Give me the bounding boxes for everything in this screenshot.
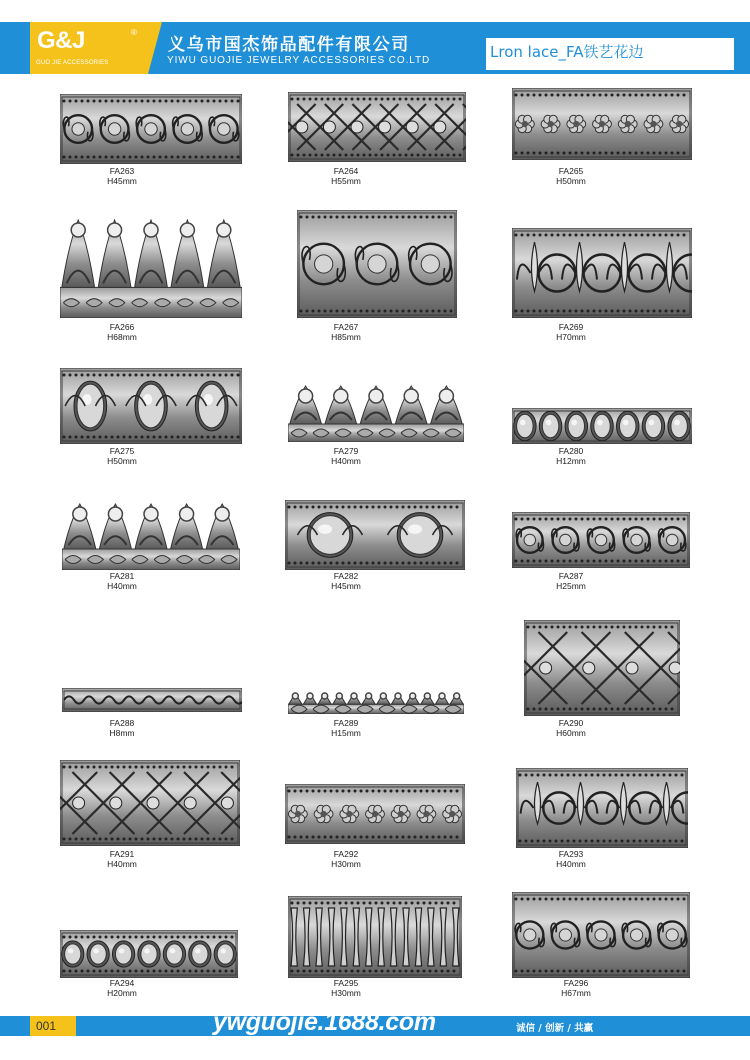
registered-mark: ® bbox=[131, 28, 137, 37]
product-caption bbox=[511, 718, 631, 738]
company-name-en: YIWU GUOJIE JEWELRY ACCESSORIES CO.LTD bbox=[167, 55, 431, 66]
product-height: H85mm bbox=[331, 332, 361, 342]
product-image-fa269 bbox=[512, 228, 692, 318]
product-caption bbox=[62, 322, 182, 342]
product-caption bbox=[511, 446, 631, 466]
product-image-fa295 bbox=[288, 896, 462, 978]
product-image-fa282 bbox=[285, 500, 465, 570]
logo-text: G&J bbox=[37, 27, 85, 54]
product-height: H8mm bbox=[109, 728, 135, 738]
logo-notch bbox=[148, 22, 162, 74]
product-image-fa281 bbox=[62, 500, 240, 570]
product-code: FA269 bbox=[558, 322, 584, 332]
product-code: FA295 bbox=[333, 978, 359, 988]
product-height: H40mm bbox=[331, 456, 361, 466]
product-caption bbox=[62, 571, 182, 591]
product-code: FA288 bbox=[109, 718, 135, 728]
product-caption bbox=[286, 322, 406, 342]
product-code: FA266 bbox=[109, 322, 135, 332]
product-image-fa263 bbox=[60, 94, 242, 164]
logo-subtitle: GUO JIE ACCESSORIES bbox=[36, 60, 109, 66]
product-height: H70mm bbox=[556, 332, 586, 342]
product-code: FA279 bbox=[333, 446, 359, 456]
product-height: H40mm bbox=[107, 859, 137, 869]
product-height: H30mm bbox=[331, 988, 361, 998]
product-caption bbox=[62, 166, 182, 186]
product-height: H50mm bbox=[556, 176, 586, 186]
product-caption bbox=[511, 571, 631, 591]
product-caption bbox=[511, 166, 631, 186]
brand-logo bbox=[30, 22, 148, 74]
product-image-fa289 bbox=[288, 686, 464, 714]
product-code: FA281 bbox=[109, 571, 135, 581]
product-code: FA289 bbox=[333, 718, 359, 728]
product-caption bbox=[286, 446, 406, 466]
product-height: H55mm bbox=[331, 176, 361, 186]
product-image-fa266 bbox=[60, 216, 242, 318]
product-image-fa288 bbox=[62, 688, 242, 712]
product-height: H45mm bbox=[331, 581, 361, 591]
slogan: 诚信 / 创新 / 共赢 bbox=[516, 1023, 594, 1034]
product-code: FA282 bbox=[333, 571, 359, 581]
product-image-fa287 bbox=[512, 512, 690, 568]
product-code: FA275 bbox=[109, 446, 135, 456]
product-image-fa265 bbox=[512, 88, 692, 160]
product-image-fa293 bbox=[516, 768, 688, 848]
product-height: H40mm bbox=[556, 859, 586, 869]
product-image-fa292 bbox=[285, 784, 465, 844]
product-image-fa291 bbox=[60, 760, 240, 846]
product-caption bbox=[286, 571, 406, 591]
product-caption bbox=[516, 978, 636, 998]
product-height: H25mm bbox=[556, 581, 586, 591]
product-code: FA287 bbox=[558, 571, 584, 581]
product-caption bbox=[62, 978, 182, 998]
product-image-fa280 bbox=[512, 408, 692, 444]
website-link[interactable]: ywguojie.1688.com bbox=[213, 1008, 436, 1036]
product-caption bbox=[511, 322, 631, 342]
product-image-fa296 bbox=[512, 892, 690, 978]
product-code: FA265 bbox=[558, 166, 584, 176]
product-caption bbox=[511, 849, 631, 869]
product-height: H40mm bbox=[107, 581, 137, 591]
company-name-cn: 义乌市国杰饰品配件有限公司 bbox=[168, 35, 410, 55]
product-code: FA263 bbox=[109, 166, 135, 176]
product-code: FA264 bbox=[333, 166, 359, 176]
product-image-fa294 bbox=[60, 930, 238, 978]
product-caption bbox=[286, 978, 406, 998]
product-code: FA296 bbox=[563, 978, 589, 988]
product-caption bbox=[62, 718, 182, 738]
product-code: FA267 bbox=[333, 322, 359, 332]
product-code: FA290 bbox=[558, 718, 584, 728]
product-image-fa267 bbox=[297, 210, 457, 318]
product-height: H12mm bbox=[556, 456, 586, 466]
product-image-fa264 bbox=[288, 92, 466, 162]
product-image-fa275 bbox=[60, 368, 242, 444]
product-height: H50mm bbox=[107, 456, 137, 466]
product-code: FA280 bbox=[558, 446, 584, 456]
product-image-fa279 bbox=[288, 382, 464, 442]
product-height: H60mm bbox=[556, 728, 586, 738]
product-caption bbox=[62, 849, 182, 869]
product-height: H68mm bbox=[107, 332, 137, 342]
product-height: H20mm bbox=[107, 988, 137, 998]
product-image-fa290 bbox=[524, 620, 680, 716]
product-caption bbox=[286, 849, 406, 869]
product-code: FA293 bbox=[558, 849, 584, 859]
product-caption bbox=[286, 718, 406, 738]
product-height: H67mm bbox=[561, 988, 591, 998]
page-number: 001 bbox=[36, 1019, 57, 1033]
product-height: H15mm bbox=[331, 728, 361, 738]
page-title: Lron lace_FA铁艺花边 bbox=[490, 43, 644, 61]
product-code: FA294 bbox=[109, 978, 135, 988]
product-height: H45mm bbox=[107, 176, 137, 186]
product-caption bbox=[286, 166, 406, 186]
product-height: H30mm bbox=[331, 859, 361, 869]
product-caption bbox=[62, 446, 182, 466]
product-code: FA291 bbox=[109, 849, 135, 859]
product-code: FA292 bbox=[333, 849, 359, 859]
